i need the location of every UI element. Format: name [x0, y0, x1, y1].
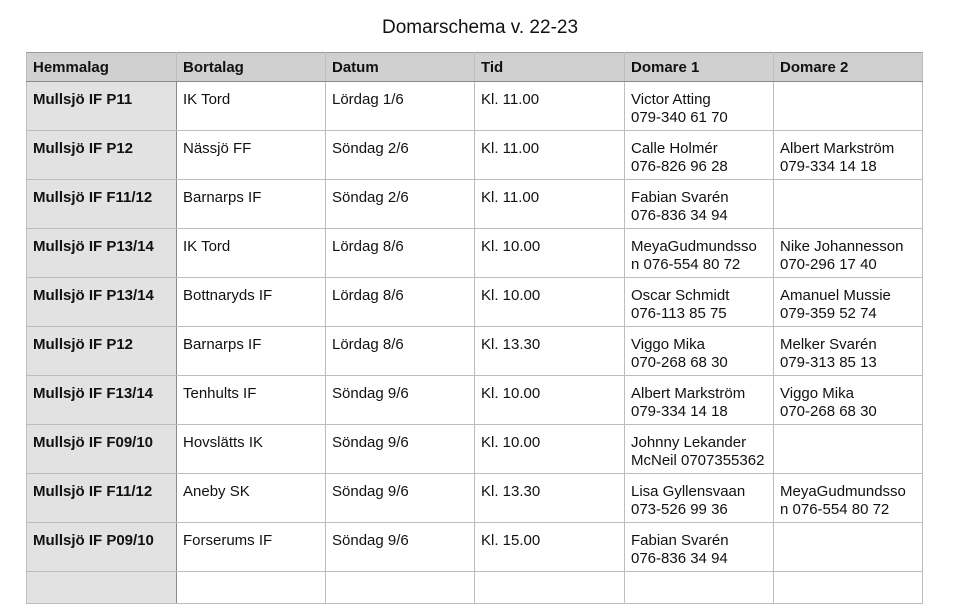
referee-1-cell: Fabian Svarén 076-836 34 94 [625, 523, 774, 572]
time-cell [475, 572, 625, 604]
away-team-cell [177, 572, 326, 604]
table-row [27, 131, 923, 180]
date-cell: Söndag 9/6 [326, 523, 475, 572]
referee-schedule-table [26, 52, 923, 604]
header-tid: Tid [475, 53, 625, 82]
referee-1-cell: Johnny Lekander McNeil 0707355362 [625, 425, 774, 474]
table-row [27, 180, 923, 229]
date-cell: Söndag 9/6 [326, 376, 475, 425]
home-team-cell [27, 572, 177, 604]
page-title: Domarschema v. 22-23 [381, 17, 579, 38]
referee-2-cell: Nike Johannesson 070-296 17 40 [774, 229, 923, 278]
referee-2-cell: MeyaGudmundsso n 076-554 80 72 [774, 474, 923, 523]
table-row [27, 229, 923, 278]
table-row [27, 425, 923, 474]
time-cell: Kl. 11.00 [475, 180, 625, 229]
date-cell: Lördag 8/6 [326, 327, 475, 376]
header-domare-2: Domare 2 [774, 53, 923, 82]
home-team-cell: Mullsjö IF F13/14 [27, 376, 177, 425]
table-row [27, 327, 923, 376]
date-cell: Lördag 1/6 [326, 82, 475, 131]
time-cell: Kl. 10.00 [475, 278, 625, 327]
away-team-cell: Barnarps IF [177, 327, 326, 376]
home-team-cell: Mullsjö IF P11 [27, 82, 177, 131]
date-cell: Lördag 8/6 [326, 229, 475, 278]
time-cell: Kl. 10.00 [475, 425, 625, 474]
referee-2-cell [774, 523, 923, 572]
home-team-cell: Mullsjö IF P13/14 [27, 229, 177, 278]
referee-1-cell: Oscar Schmidt 076-113 85 75 [625, 278, 774, 327]
referee-1-cell: Lisa Gyllensvaan 073-526 99 36 [625, 474, 774, 523]
referee-1-cell: Fabian Svarén 076-836 34 94 [625, 180, 774, 229]
time-cell: Kl. 10.00 [475, 376, 625, 425]
time-cell: Kl. 13.30 [475, 327, 625, 376]
header-domare-1: Domare 1 [625, 53, 774, 82]
home-team-cell: Mullsjö IF F11/12 [27, 180, 177, 229]
away-team-cell: Barnarps IF [177, 180, 326, 229]
header-datum: Datum [326, 53, 475, 82]
date-cell: Söndag 9/6 [326, 474, 475, 523]
header-bortalag: Bortalag [177, 53, 326, 82]
referee-2-cell [774, 572, 923, 604]
table-row [27, 376, 923, 425]
away-team-cell: Nässjö FF [177, 131, 326, 180]
away-team-cell: Aneby SK [177, 474, 326, 523]
home-team-cell: Mullsjö IF F09/10 [27, 425, 177, 474]
away-team-cell: IK Tord [177, 229, 326, 278]
referee-1-cell: Victor Atting 079-340 61 70 [625, 82, 774, 131]
away-team-cell: Tenhults IF [177, 376, 326, 425]
referee-2-cell [774, 180, 923, 229]
referee-1-cell: MeyaGudmundsso n 076-554 80 72 [625, 229, 774, 278]
referee-1-cell: Albert Markström 079-334 14 18 [625, 376, 774, 425]
referee-2-cell: Melker Svarén 079-313 85 13 [774, 327, 923, 376]
date-cell: Söndag 2/6 [326, 131, 475, 180]
referee-1-cell: Viggo Mika 070-268 68 30 [625, 327, 774, 376]
away-team-cell: IK Tord [177, 82, 326, 131]
referee-1-cell [625, 572, 774, 604]
time-cell: Kl. 13.30 [475, 474, 625, 523]
date-cell: Söndag 9/6 [326, 425, 475, 474]
date-cell: Söndag 2/6 [326, 180, 475, 229]
table-row [27, 572, 923, 604]
home-team-cell: Mullsjö IF F11/12 [27, 474, 177, 523]
referee-2-cell [774, 82, 923, 131]
home-team-cell: Mullsjö IF P09/10 [27, 523, 177, 572]
table-row [27, 523, 923, 572]
header-row [27, 53, 923, 82]
table-row [27, 82, 923, 131]
time-cell: Kl. 11.00 [475, 131, 625, 180]
table-row [27, 474, 923, 523]
away-team-cell: Hovslätts IK [177, 425, 326, 474]
header-hemmalag: Hemmalag [27, 53, 177, 82]
away-team-cell: Bottnaryds IF [177, 278, 326, 327]
home-team-cell: Mullsjö IF P13/14 [27, 278, 177, 327]
date-cell: Lördag 8/6 [326, 278, 475, 327]
referee-1-cell: Calle Holmér 076-826 96 28 [625, 131, 774, 180]
time-cell: Kl. 10.00 [475, 229, 625, 278]
referee-2-cell [774, 425, 923, 474]
referee-2-cell: Viggo Mika 070-268 68 30 [774, 376, 923, 425]
time-cell: Kl. 11.00 [475, 82, 625, 131]
referee-2-cell: Amanuel Mussie 079-359 52 74 [774, 278, 923, 327]
home-team-cell: Mullsjö IF P12 [27, 131, 177, 180]
away-team-cell: Forserums IF [177, 523, 326, 572]
date-cell [326, 572, 475, 604]
time-cell: Kl. 15.00 [475, 523, 625, 572]
table-row [27, 278, 923, 327]
referee-2-cell: Albert Markström 079-334 14 18 [774, 131, 923, 180]
home-team-cell: Mullsjö IF P12 [27, 327, 177, 376]
